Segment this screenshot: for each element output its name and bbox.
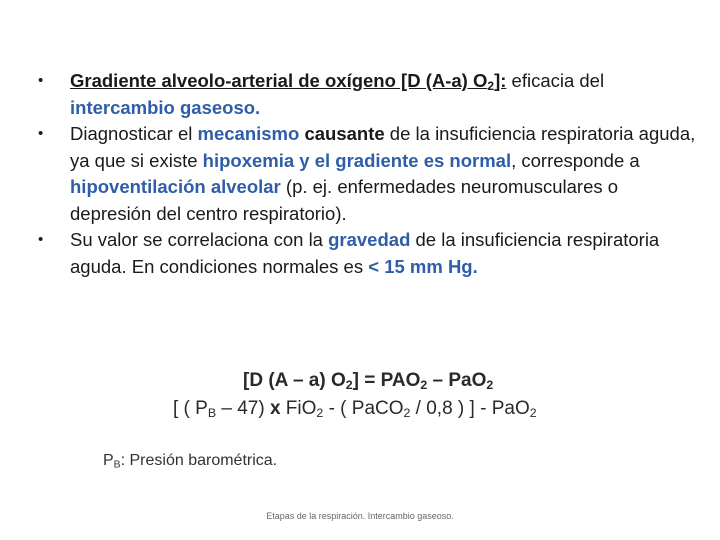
slide-body [36, 68, 696, 280]
b2-mecanismo: mecanismo [197, 123, 300, 144]
bullet-dot: • [38, 231, 44, 248]
b2-hipoxemia: hipoxemia y el gradiente es normal [202, 149, 512, 171]
slide-footer: Etapas de la respiración. Intercambio gaseoso. [266, 511, 454, 521]
b1-highlight: intercambio gaseoso. [70, 96, 261, 118]
b3-text-1: Su valor se correlaciona con la [70, 229, 329, 250]
b2-text-1: Diagnosticar el [70, 123, 198, 144]
bullet-dot: • [38, 72, 44, 89]
bullet-gradiente [36, 68, 696, 121]
b2-hipoventilacion: hipoventilación alveolar [70, 176, 281, 197]
b3-normal-value: < 15 mm Hg. [368, 255, 478, 277]
formula-line-1: [D (A – a) $O_2] = PAO_2 - PaO_2$ [243, 370, 494, 393]
b3-gravedad: gravedad [328, 229, 411, 250]
pb-definition: $P_B$: Presión barométrica. [103, 452, 278, 471]
b2-text-3: , corresponde a [511, 149, 640, 171]
formula-line-2: [ ( $P_B - 47$) x FiO$_2$ - ( PaCO$_2$ / 0,8 ) ] - PaO$_2$ [173, 398, 537, 421]
b2-text-2: de la insuficiencia respiratoria aguda, ya que si existe [70, 123, 696, 171]
b3-text-2: de la insuficiencia respiratoria aguda. En condiciones normales es [70, 229, 660, 277]
b2-text-4: (p. ej. enfermedades neuromusculares o depresión del centro respiratorio). [70, 176, 619, 224]
gradiente-title: Gradiente alveolo-arterial de oxígeno [D (A-a) $O_2$]: [70, 70, 507, 93]
bullet-valor [36, 227, 696, 280]
bullet-dot: • [38, 125, 44, 142]
b1-text: eficacia del [506, 70, 605, 91]
b2-causante: causante [304, 123, 385, 144]
bullet-diagnosticar [36, 121, 696, 227]
